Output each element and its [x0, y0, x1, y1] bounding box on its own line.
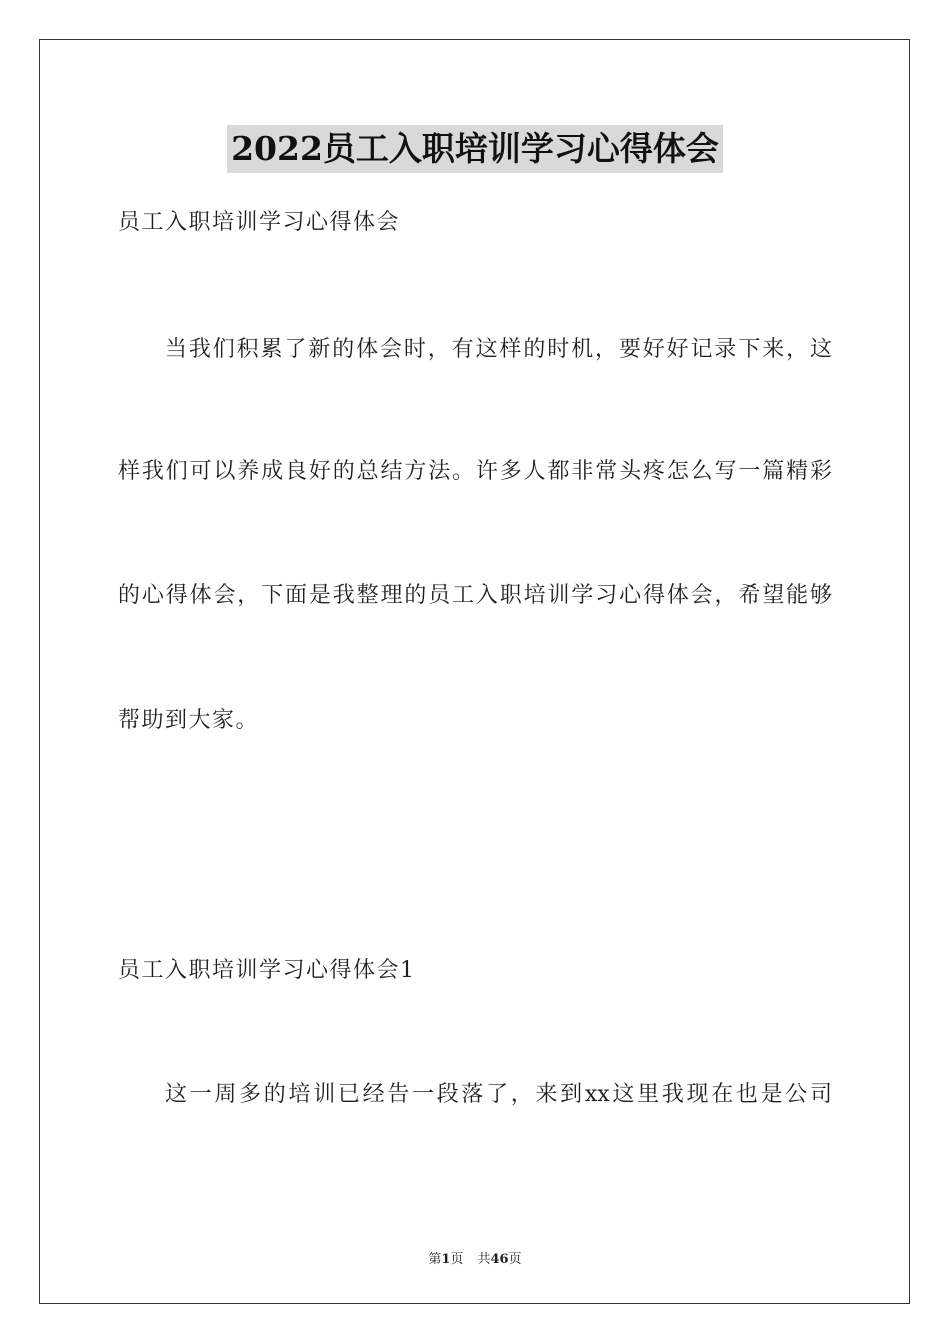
footer-total-prefix: 共 [477, 1252, 491, 1267]
paragraph-line: 这一周多的培训已经告一段落了，来到xx这里我现在也是公司 [165, 1082, 832, 1107]
paragraph-line: 的心得体会，下面是我整理的员工入职培训学习心得体会，希望能够 [118, 583, 832, 608]
footer-page-number: 1 [441, 1252, 451, 1267]
footer-total-suffix: 页 [508, 1252, 522, 1267]
section-heading: 员工入职培训学习心得体会1 [118, 958, 416, 983]
document-title: 2022员工入职培训学习心得体会 [227, 125, 723, 173]
footer-page-suffix: 页 [450, 1252, 464, 1267]
paragraph-line: 当我们积累了新的体会时，有这样的时机，要好好记录下来，这 [165, 337, 832, 362]
document-subtitle: 员工入职培训学习心得体会 [118, 210, 401, 235]
footer-total-pages: 46 [490, 1252, 509, 1267]
paragraph-line: 样我们可以养成良好的总结方法。许多人都非常头疼怎么写一篇精彩 [118, 459, 832, 484]
footer-page-prefix: 第 [428, 1252, 442, 1267]
page-footer [0, 1248, 950, 1267]
paragraph-line: 帮助到大家。 [118, 708, 260, 733]
document-title-wrapper [0, 125, 950, 173]
